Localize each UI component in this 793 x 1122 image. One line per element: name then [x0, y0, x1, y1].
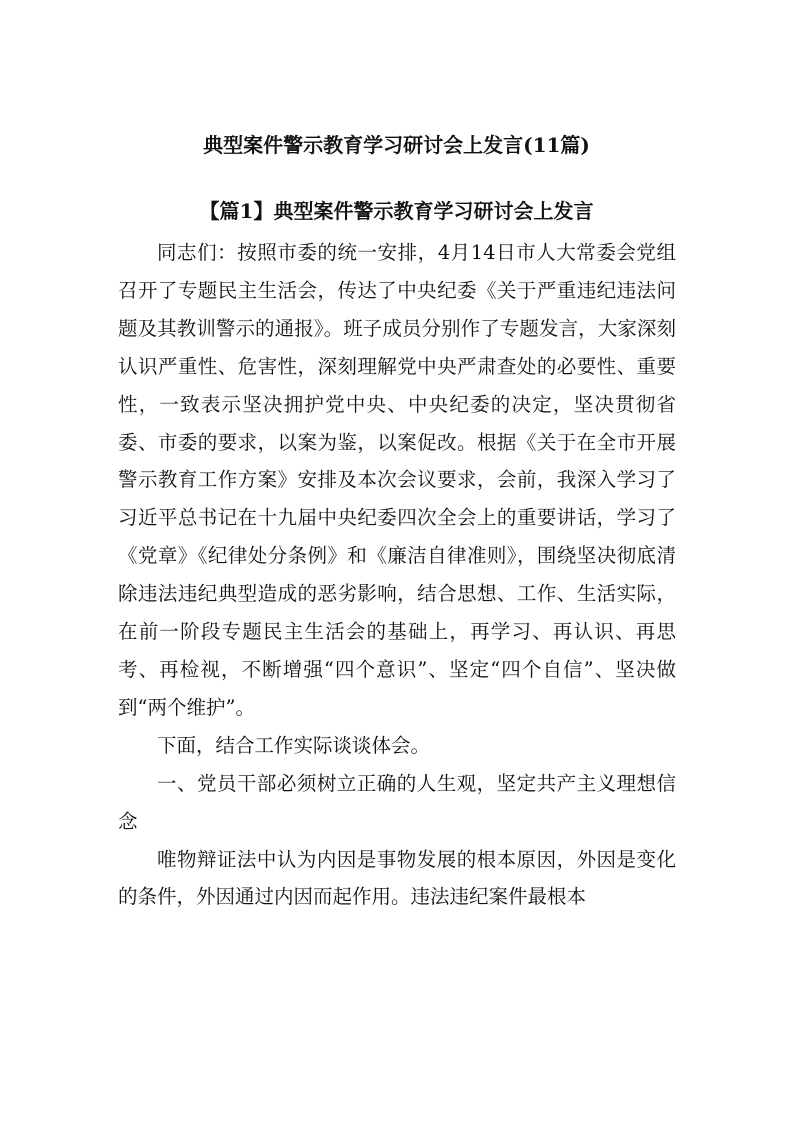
- document-title: 典型案件警示教育学习研讨会上发言(11篇): [203, 133, 590, 157]
- section-title: 【篇1】典型案件警示教育学习研讨会上发言: [199, 199, 594, 223]
- paragraph-point-one-body: 唯物辩证法中认为内因是事物发展的根本原因，外因是变化的条件，外因通过内因而起作用。违法违纪案件最根本: [118, 847, 676, 909]
- document-body: [118, 234, 676, 916]
- paragraph-intro: 同志们：按照市委的统一安排，4月14日市人大常委会党组召开了专题民主生活会，传达了中央纪委《关于严重违纪违法问题及其教训警示的通报》。班子成员分别作了专题发言，大家深刻认识严重性、危害性，深刻理解党中央严肃查处的必要性、重要性，一致表示坚决拥护党中央、中央纪委的决定，坚决贯彻省委、市委的要求，以案为鉴，以案促改。根据《关于在全市开展警示教育工作方案》安排及本次会议要求，会前，我深入学习了习近平总书记在十九届中央纪委四次全会上的重要讲话，学习了《党章》《纪律处分条例》和《廉洁自律准则》，围绕坚决彻底清除违法违纪典型造成的恶劣影响，结合思想、工作、生活实际，在前一阶段专题民主生活会的基础上，再学习、再认识、再思考、再检视，不断增强“四个意识”、坚定“四个自信”、坚决做到“两个维护”。: [118, 241, 676, 719]
- heading-point-one: 一、党员干部必须树立正确的人生观，坚定共产主义理想信念: [118, 771, 676, 833]
- paragraph-transition: 下面，结合工作实际谈谈体会。: [157, 733, 431, 757]
